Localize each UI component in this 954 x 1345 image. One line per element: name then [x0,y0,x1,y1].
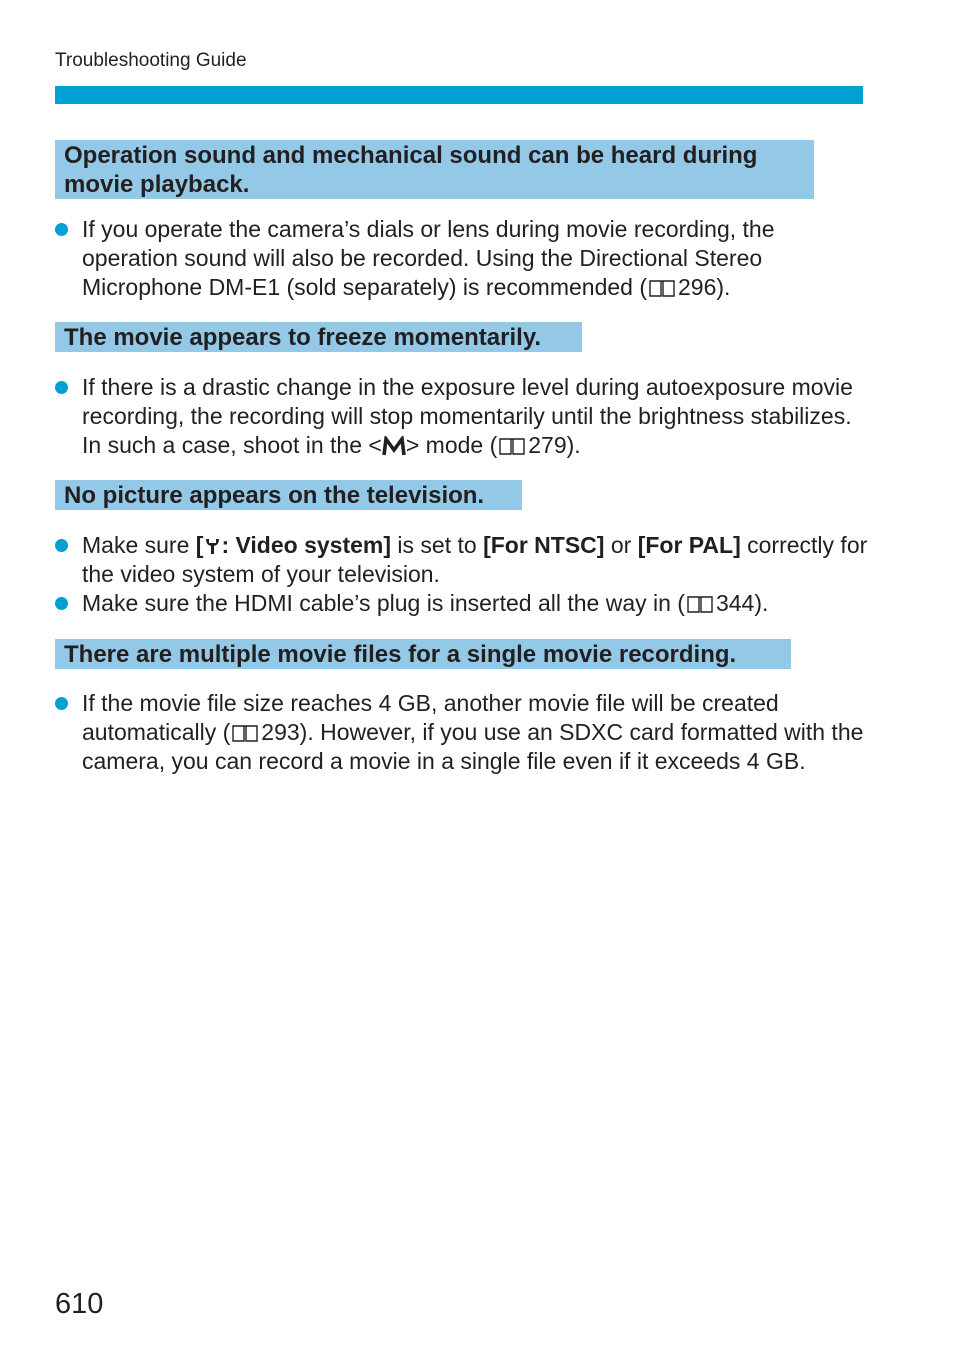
list-item: If you operate the camera’s dials or lens during movie recording, the operation sound will also be recorded. Using the Directional Stereo Microphone DM-E1 (sold separately) is recommended ( 296). [82,215,872,302]
manual-mode-icon [382,436,406,456]
book-icon [230,723,260,743]
section-heading-multiple-files: There are multiple movie files for a single movie recording. [55,639,791,669]
bullet-icon [55,381,68,394]
page-number: 610 [55,1288,104,1320]
wrench-setup-icon [203,536,221,556]
bullet-icon [55,597,68,610]
book-icon [497,436,527,456]
book-icon [647,278,677,298]
bullet-icon [55,697,68,710]
list-item: Make sure [ : Video system] is set to [For NTSC] or [For PAL] correctly for the video system of your television. [82,531,872,589]
section-heading-no-picture: No picture appears on the television. [55,480,522,510]
page-ref[interactable]: 296 [678,274,717,300]
header-accent-bar [55,86,863,104]
section-heading-freeze: The movie appears to freeze momentarily. [55,322,582,352]
running-head-title: Troubleshooting Guide [55,50,247,71]
list-item: If there is a drastic change in the exposure level during autoexposure movie recording, the recording will stop momentarily until the brightness stabilizes. In such a case, shoot in the < > mode ( 279). [82,373,872,460]
book-icon [685,594,715,614]
page-ref[interactable]: 344 [715,590,755,616]
section-heading-operation-sound: Operation sound and mechanical sound can be heard during movie playback. [55,140,814,199]
list-item: If the movie file size reaches 4 GB, another movie file will be created automatically ( 293). However, if you use an SDXC card formatted with the camera, you can record a movie in a single file even if it exceeds 4 GB. [82,689,872,776]
list-item: Make sure the HDMI cable’s plug is inserted all the way in ( 344). [82,589,872,618]
bullet-icon [55,223,68,236]
bullet-icon [55,539,68,552]
page-ref[interactable]: 293 [261,719,300,745]
page-ref[interactable]: 279 [528,432,567,458]
